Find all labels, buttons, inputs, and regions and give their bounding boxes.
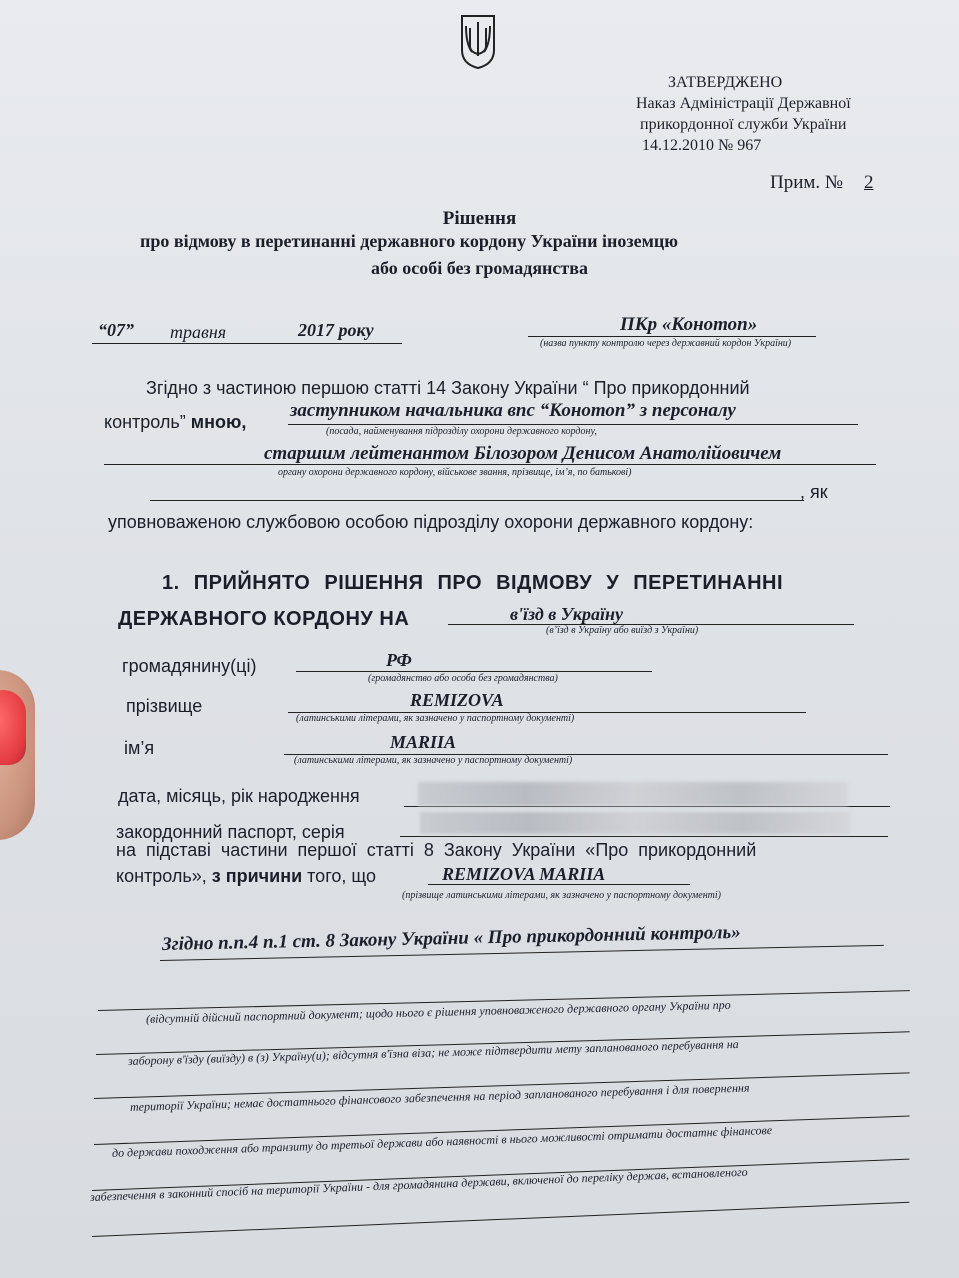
basis-caption: (прізвище латинськими літерами, як зазначено у паспортному документі)	[402, 890, 722, 901]
title-line-3: або особі без громадянства	[371, 258, 588, 278]
date-day: “07”	[98, 320, 134, 340]
basis-line-2-end: того, що	[302, 866, 376, 886]
decision-line-2: ДЕРЖАВНОГО КОРДОНУ НА	[118, 608, 410, 630]
redacted-passport	[420, 812, 850, 834]
citizen-value: РФ	[386, 650, 412, 670]
date-year: 2017 року	[298, 320, 374, 340]
officer-position: заступником начальника впс “Конотоп” з персоналу	[290, 400, 736, 421]
coat-of-arms-icon	[458, 12, 498, 70]
direction-caption: (в’їзд в Україну або виїзд з України)	[546, 625, 699, 636]
appendix-label: Прим. №	[770, 172, 844, 193]
intro-last-line: уповноваженою службовою особою підрозділу охорони державного кордону:	[108, 512, 754, 532]
reason-line-5: забезпечення в законний спосіб на території України - для громадянина держави, включеної до переліку держав, встановленого	[89, 1164, 748, 1204]
fingernail	[0, 690, 26, 765]
name-label: ім’я	[124, 738, 155, 758]
approval-line-2: Наказ Адміністрації Державної	[636, 95, 851, 112]
intro-line-2-start: контроль”	[104, 412, 191, 432]
surname-caption: (латинськими літерами, як зазначено у паспортному документі)	[296, 713, 575, 724]
intro-line-2	[104, 412, 246, 433]
reason-line-3: території України; немає достатнього фінансового забезпечення на період запланованого перебування і для повернення	[129, 1080, 750, 1114]
reason-main: Згідно п.п.4 п.1 ст. 8 Закону України « Про прикордонний контроль»	[161, 921, 741, 955]
surname-label: прізвище	[126, 696, 203, 716]
decision-direction: в'їзд в Україну	[510, 604, 623, 624]
basis-line-2-bold: з причини	[211, 866, 303, 886]
basis-line-2	[116, 866, 376, 887]
reason-line-1: (відсутній дійсний паспортний документ; щодо нього є рішення уповноваженого державного органу України про	[145, 997, 731, 1026]
name-caption: (латинськими літерами, як зазначено у паспортному документі)	[294, 755, 573, 766]
approval-line-4: 14.12.2010 № 967	[642, 137, 762, 154]
officer-caption-2: органу охорони державного кордону, військове звання, прізвище, ім’я, по батькові)	[278, 467, 632, 478]
intro-line-1: Згідно з частиною першою статті 14 Закону України “ Про прикордонний	[146, 378, 750, 398]
passport-label: закордонний паспорт, серія	[116, 822, 345, 842]
date-month: травня	[170, 322, 227, 342]
officer-name: старшим лейтенантом Білозором Денисом Анатолійовичем	[264, 443, 782, 464]
citizen-caption: (громадянство або особа без громадянства)	[368, 673, 558, 684]
name-value: MARIIA	[390, 732, 457, 752]
intro-line-2-bold: мною,	[190, 412, 247, 432]
intro-as: , як	[800, 482, 828, 502]
basis-line-1: на підставі частини першої статті 8 Закону України «Про прикордонний	[116, 840, 757, 860]
decision-line-1: 1. ПРИЙНЯТО РІШЕННЯ ПРО ВІДМОВУ У ПЕРЕТИНАННІ	[162, 572, 784, 594]
surname-value: REMIZOVA	[410, 690, 504, 710]
redacted-dob	[418, 782, 848, 806]
checkpoint-value: ПКр «Конотоп»	[620, 314, 758, 335]
approval-line-3: прикордонної служби України	[640, 116, 847, 133]
basis-name-value: REMIZOVA MARIIA	[442, 864, 606, 884]
basis-line-2-start: контроль»,	[116, 866, 212, 886]
title-line-2: про відмову в перетинанні державного кордону України іноземцю	[140, 231, 678, 251]
approval-line-1: ЗАТВЕРДЖЕНО	[668, 74, 783, 91]
reason-line-2: заборону в'їзду (виїзду) в (з) Україну(и); відсутня в'їзна віза; не може підтвердити мету запланованого перебування на	[127, 1036, 739, 1068]
reason-line-4: до держави походження або транзиту до третьої держави або наявності в нього можливості отримати достатнє фінансове	[111, 1122, 773, 1160]
dob-label: дата, місяць, рік народження	[118, 786, 360, 806]
checkpoint-caption: (назва пункту контролю через державний кордон України)	[540, 338, 792, 349]
appendix-number: 2	[864, 172, 874, 193]
officer-caption-1: (посада, найменування підрозділу охорони державного кордону,	[326, 426, 597, 437]
citizen-label: громадянину(ці)	[122, 656, 257, 676]
title-line-1: Рішення	[442, 208, 517, 229]
